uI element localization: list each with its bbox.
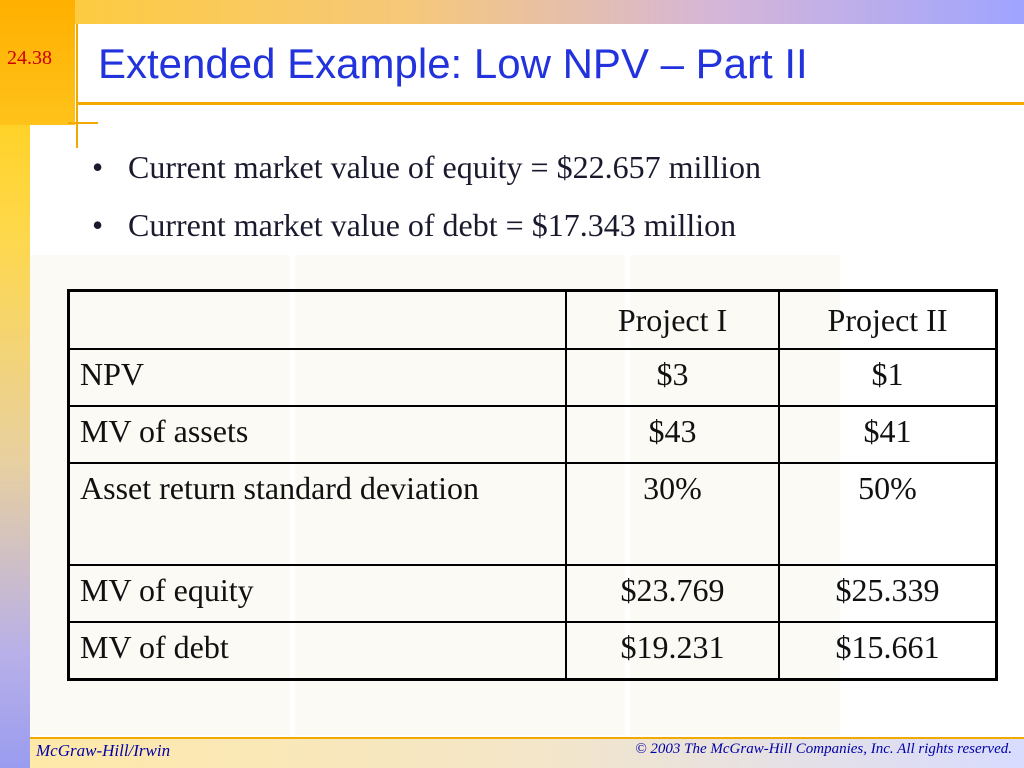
table-row: [69, 622, 997, 680]
table-row-label: Asset return standard deviation: [69, 463, 567, 565]
footer-publisher: McGraw-Hill/Irwin: [36, 741, 171, 760]
table-header-cell: [69, 291, 567, 350]
table-cell: $41: [779, 406, 997, 463]
footer-copyright: © 2003 The McGraw-Hill Companies, Inc. All rights reserved.: [635, 741, 1012, 757]
table-header-row: [69, 291, 997, 350]
table-cell: 30%: [566, 463, 779, 565]
table-cell: 50%: [779, 463, 997, 565]
table-row: [69, 406, 997, 463]
bullet-item: [92, 196, 761, 254]
slide-title: Extended Example: Low NPV – Part II: [98, 40, 808, 87]
table-row-label: MV of debt: [69, 622, 567, 680]
slide-number: 24.38: [7, 47, 52, 69]
table-row-label: MV of equity: [69, 565, 567, 622]
table-cell: $15.661: [779, 622, 997, 680]
table-cell: $43: [566, 406, 779, 463]
bullet-text: Current market value of equity = $22.657 million: [128, 149, 762, 185]
table-cell: $23.769: [566, 565, 779, 622]
bullet-dot-icon: •: [92, 207, 104, 243]
divider-vertical: [76, 24, 78, 148]
data-table: [67, 289, 998, 681]
table-cell: $25.339: [779, 565, 997, 622]
divider-short: [68, 122, 98, 124]
table-row-label: MV of assets: [69, 406, 567, 463]
top-gradient-bar: [0, 0, 1024, 24]
table-row: [69, 565, 997, 622]
table-header-cell: Project I: [566, 291, 779, 350]
table-row-label: NPV: [69, 349, 567, 406]
bullet-item: [92, 138, 761, 196]
bullet-dot-icon: •: [92, 149, 104, 185]
divider-horizontal: [77, 102, 1024, 105]
slide-number-box: [0, 0, 75, 125]
table-header-cell: Project II: [779, 291, 997, 350]
table-row: [69, 349, 997, 406]
table-cell: $19.231: [566, 622, 779, 680]
table-cell: $3: [566, 349, 779, 406]
bullet-list: [92, 138, 761, 254]
bullet-text: Current market value of debt = $17.343 million: [128, 207, 737, 243]
table-cell: $1: [779, 349, 997, 406]
table-row: [69, 463, 997, 565]
footer-divider: [30, 737, 1024, 739]
